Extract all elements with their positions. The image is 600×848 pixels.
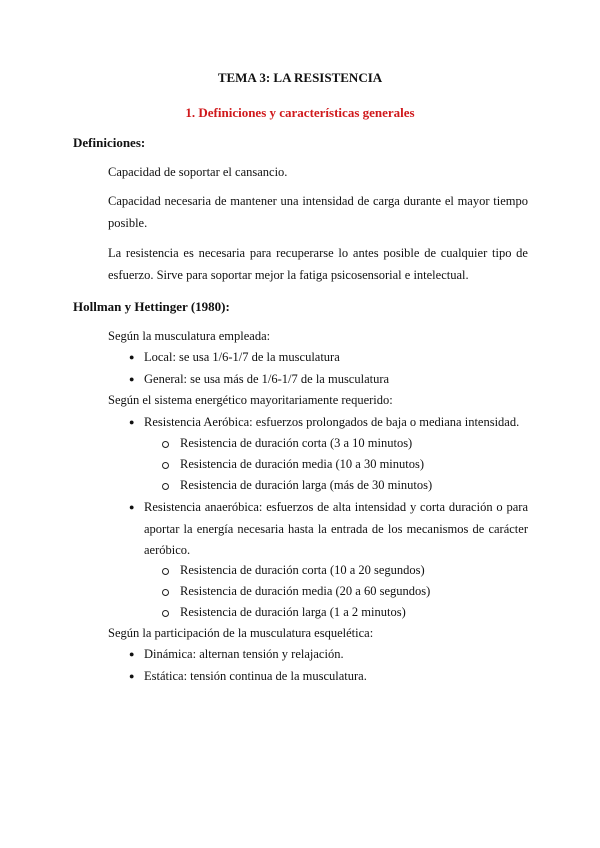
- bullet-icon: ●: [129, 374, 135, 384]
- definition-2-line-1: Capacidad necesaria de mantener una intensidad de carga durante el mayor tiempo: [108, 194, 528, 208]
- group-3-label: Según la participación de la musculatura esquelética:: [108, 626, 374, 640]
- sub-list-item: Resistencia de duración media (10 a 30 minutos): [180, 457, 425, 471]
- circle-bullet-icon: [162, 589, 169, 596]
- group-1-label: Según la musculatura empleada:: [108, 329, 271, 343]
- circle-bullet-icon: [162, 568, 169, 575]
- bullet-icon: ●: [129, 352, 135, 362]
- bullet-icon: ●: [129, 649, 135, 659]
- list-item: Estática: tensión continua de la musculatura.: [144, 669, 367, 683]
- sub-list-item: Resistencia de duración larga (más de 30 minutos): [180, 478, 433, 492]
- circle-bullet-icon: [162, 483, 169, 490]
- list-item: Dinámica: alternan tensión y relajación.: [144, 647, 344, 661]
- bullet-icon: ●: [129, 671, 135, 681]
- sub-list-item: Resistencia de duración media (20 a 60 segundos): [180, 584, 431, 598]
- list-item: Resistencia Aeróbica: esfuerzos prolongados de baja o mediana intensidad.: [144, 415, 520, 429]
- circle-bullet-icon: [162, 610, 169, 617]
- list-item: Local: se usa 1/6-1/7 de la musculatura: [144, 350, 340, 364]
- circle-bullet-icon: [162, 462, 169, 469]
- bullet-icon: ●: [129, 502, 135, 512]
- section-subtitle: 1. Definiciones y características generales: [185, 105, 415, 120]
- bullet-icon: ●: [129, 417, 135, 427]
- circle-bullet-icon: [162, 441, 169, 448]
- list-item: General: se usa más de 1/6-1/7 de la musculatura: [144, 372, 390, 386]
- sub-list-item: Resistencia de duración corta (3 a 10 minutos): [180, 436, 413, 450]
- definition-3-line-1: La resistencia es necesaria para recuperarse lo antes posible de cualquier tipo de: [108, 246, 528, 260]
- sub-list-item: Resistencia de duración larga (1 a 2 minutos): [180, 605, 406, 619]
- definition-1: Capacidad de soportar el cansancio.: [108, 165, 288, 179]
- definition-3-line-2: esfuerzo. Sirve para soportar mejor la fatiga psicosensorial e intelectual.: [108, 268, 469, 282]
- hollman-heading: Hollman y Hettinger (1980):: [73, 299, 230, 314]
- list-item-line-1: Resistencia anaeróbica: esfuerzos de alta intensidad y corta duración o para: [144, 500, 528, 514]
- group-2-label: Según el sistema energético mayoritariamente requerido:: [108, 393, 393, 407]
- list-item-line-2: aportar la energía necesaria hasta la entrada de los mecanismos de carácter: [144, 522, 528, 536]
- list-item-line-3: aeróbico.: [144, 543, 191, 557]
- definiciones-heading: Definiciones:: [73, 135, 146, 150]
- page-title: TEMA 3: LA RESISTENCIA: [217, 70, 383, 85]
- definition-2-line-2: posible.: [108, 216, 148, 230]
- sub-list-item: Resistencia de duración corta (10 a 20 segundos): [180, 563, 425, 577]
